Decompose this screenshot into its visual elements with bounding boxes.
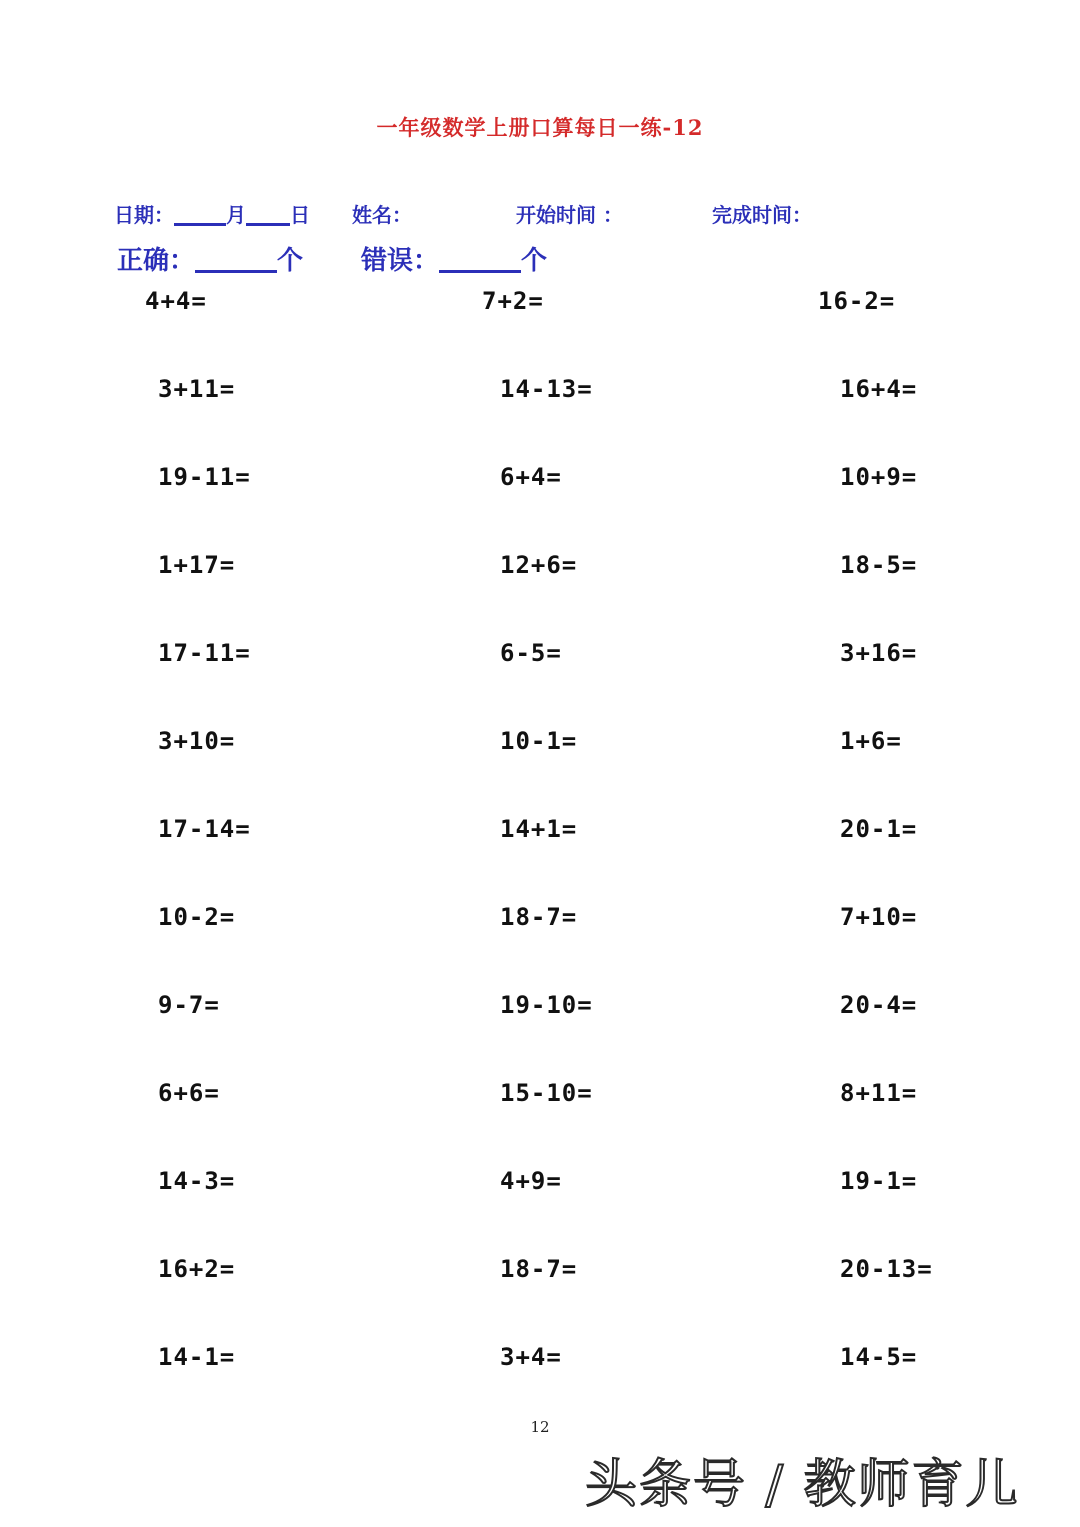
problem-r11-c2: 4+9= [500,1167,562,1195]
problem-r6-c2: 10-1= [500,727,578,755]
wrong-count-field [361,240,547,277]
problem-r7-c1: 17-14= [158,815,251,843]
problem-r10-c3: 8+11= [840,1079,918,1107]
wrong-unit: 个 [521,246,548,276]
start-time-label: 开始时间 ： [516,203,623,227]
problem-r11-c1: 14-3= [158,1167,236,1195]
problem-r2-c2: 14-13= [500,375,593,403]
problem-r8-c1: 10-2= [158,903,236,931]
day-label: 日 [290,203,310,227]
problem-r13-c2: 3+4= [500,1343,562,1371]
problem-r3-c2: 6+4= [500,463,562,491]
correct-blank [195,270,277,273]
wrong-blank [439,270,521,273]
problem-r6-c3: 1+6= [840,727,902,755]
month-label: 月 [226,203,246,227]
problem-r5-c1: 17-11= [158,639,251,667]
problem-r2-c3: 16+4= [840,375,918,403]
date-field [114,199,310,228]
problem-r11-c3: 19-1= [840,1167,918,1195]
worksheet-title: 一年级数学上册口算每日一练-12 [376,115,704,140]
problem-r3-c1: 19-11= [158,463,251,491]
wrong-label: 错误： [361,246,440,276]
problem-r10-c1: 6+6= [158,1079,220,1107]
problem-r4-c3: 18-5= [840,551,918,579]
problem-r12-c1: 16+2= [158,1255,236,1283]
problem-r9-c2: 19-10= [500,991,593,1019]
date-label: 日期： [114,203,174,227]
problem-r9-c1: 9-7= [158,991,220,1019]
page-number: 12 [530,1418,550,1436]
problem-r2-c1: 3+11= [158,375,236,403]
problem-r5-c2: 6-5= [500,639,562,667]
problem-r12-c3: 20-13= [840,1255,933,1283]
problem-r4-c1: 1+17= [158,551,236,579]
problem-r3-c3: 10+9= [840,463,918,491]
problem-r1-c3: 16-2= [818,287,896,315]
watermark: 头条号 / 教师育儿 [585,1455,1020,1515]
month-blank [174,223,226,226]
correct-label: 正确： [117,246,196,276]
problem-r7-c2: 14+1= [500,815,578,843]
problem-r4-c2: 12+6= [500,551,578,579]
problem-r5-c3: 3+16= [840,639,918,667]
problem-r1-c2: 7+2= [482,287,544,315]
correct-unit: 个 [277,246,304,276]
problem-r13-c1: 14-1= [158,1343,236,1371]
problem-r10-c2: 15-10= [500,1079,593,1107]
name-label: 姓名： [352,203,412,227]
problem-r7-c3: 20-1= [840,815,918,843]
problem-r6-c1: 3+10= [158,727,236,755]
problem-r9-c3: 20-4= [840,991,918,1019]
problem-r1-c1: 4+4= [145,287,207,315]
problem-r13-c3: 14-5= [840,1343,918,1371]
problem-r8-c2: 18-7= [500,903,578,931]
problem-r8-c3: 7+10= [840,903,918,931]
finish-time-label: 完成时间： [712,203,812,227]
problem-r12-c2: 18-7= [500,1255,578,1283]
day-blank [246,223,290,226]
correct-count-field [117,240,303,277]
